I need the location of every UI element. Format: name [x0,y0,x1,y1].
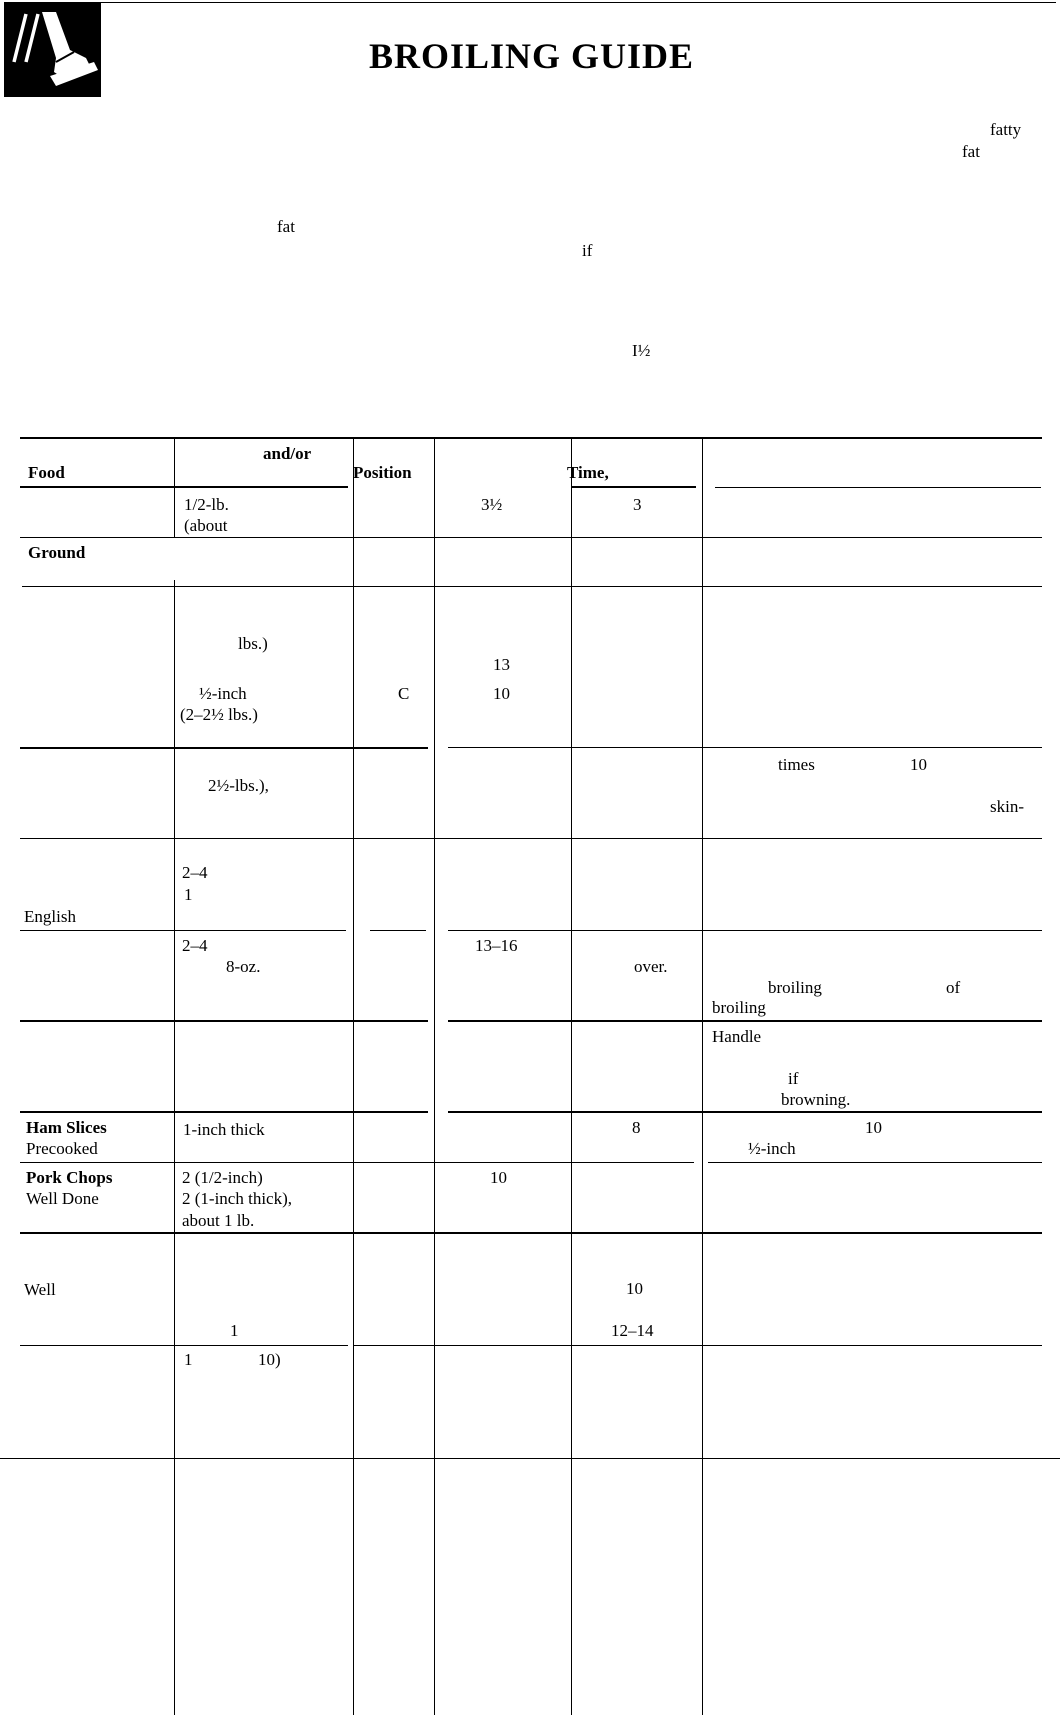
table-row-rule [448,1111,1042,1113]
table-row-rule [448,1020,1042,1022]
cell-position: C [398,684,410,703]
table-row-rule [348,1162,694,1163]
cell-quantity: 2–4 [182,936,208,955]
cell-comment: broiling [712,998,766,1017]
cell-time-second-side: 12–14 [611,1321,654,1340]
intro-word-fat: fat [277,217,295,236]
table-row-rule [20,930,346,931]
cell-comment: 10 [910,755,927,774]
cell-food: English [24,907,76,926]
cell-time-first-side: 13–16 [475,936,518,955]
hand-pressing-button-icon [4,2,101,97]
cell-quantity: about 1 lb. [182,1211,255,1230]
column-rule [353,438,354,1715]
table-header-rule [20,486,348,488]
table-row-rule [448,930,1042,931]
cell-comment: times [778,755,815,774]
page-title: BROILING GUIDE [369,36,695,76]
cell-time-second-side: over. [634,957,668,976]
cell-quantity: 2 (1/2-inch) [182,1168,263,1187]
cell-time-first-side: 3½ [481,495,503,514]
table-header-rule [715,487,1041,488]
cell-comment: broiling [768,978,822,997]
cell-comment: of [946,978,961,997]
table-row-rule [448,747,1042,748]
cell-quantity: 2½-lbs.), [208,776,269,795]
intro-word-fat: fat [962,142,980,161]
table-row-rule [20,1345,348,1346]
intro-word-one-half: I½ [632,341,651,360]
column-header-position: Position [353,463,412,482]
column-rule [434,438,435,1715]
cell-quantity: (about [184,516,228,535]
cell-comment: browning. [781,1090,851,1109]
cell-time-first-side: 13 [493,655,510,674]
column-header-food: Food [28,463,65,482]
column-rule [174,438,175,538]
table-header-rule [572,486,696,488]
cell-quantity: (2–2½ lbs.) [180,705,258,724]
intro-word-fatty: fatty [990,120,1022,139]
cell-time-first-side: 10 [493,684,510,703]
table-row-rule [354,1345,1042,1346]
cell-comment: 10 [865,1118,882,1137]
cell-time-first-side: 10 [490,1168,507,1187]
cell-comment: skin- [990,797,1024,816]
cell-time-second-side: 10 [626,1279,643,1298]
cell-comment: if [788,1069,799,1088]
column-rule [571,438,572,1715]
cell-quantity: 2 (1-inch thick), [182,1189,292,1208]
column-header-quantity: and/or [263,444,312,463]
cell-food: Well Done [26,1189,99,1208]
cell-comment: ½-inch [748,1139,796,1158]
cell-food: Well [24,1280,56,1299]
column-rule [174,580,175,1715]
cell-quantity: 10) [258,1350,281,1369]
table-row-rule [20,1111,428,1113]
cell-quantity: 2–4 [182,863,208,882]
logo-underline [4,96,101,97]
cell-food: Ham Slices [26,1118,107,1137]
header-rule [100,2,1056,3]
cell-time-second-side: 3 [633,495,642,514]
cell-quantity: 1/2-lb. [184,495,229,514]
table-row-rule [20,1162,348,1163]
cell-quantity: 1 [184,1350,193,1369]
cell-quantity: lbs.) [238,634,268,653]
cell-quantity: 8-oz. [226,957,261,976]
cell-quantity: 1 [184,885,193,904]
page-bottom-rule [0,1458,1060,1459]
table-row-rule [20,1020,428,1022]
column-rule [702,438,703,1715]
intro-word-if: if [582,241,593,260]
cell-food: Precooked [26,1139,98,1158]
cell-quantity: 1-inch thick [183,1120,265,1139]
table-row-rule [708,1162,1042,1163]
cell-quantity: 1 [230,1321,239,1340]
table-row-rule [370,930,426,931]
cell-time-second-side: 8 [632,1118,641,1137]
cell-comment: Handle [712,1027,762,1046]
cell-food: Ground [28,543,86,562]
column-header-time: Time, [567,463,609,482]
cell-quantity: ½-inch [199,684,247,703]
cell-food: Pork Chops [26,1168,113,1187]
table-row-rule [20,747,428,749]
